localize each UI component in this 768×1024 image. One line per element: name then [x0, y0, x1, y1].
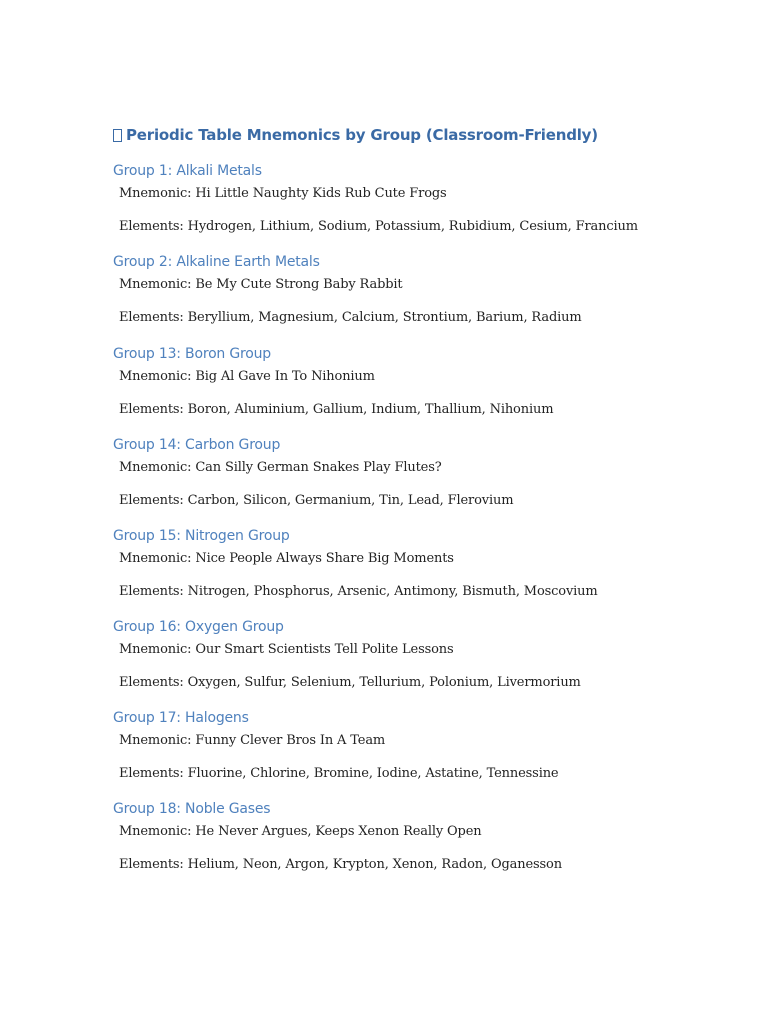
mnemonic-text: Mnemonic: Funny Clever Bros In A Team: [119, 733, 386, 748]
missing-glyph-icon: [113, 129, 122, 142]
elements-text: Elements: Beryllium, Magnesium, Calcium, Strontium, Barium, Radium: [119, 310, 582, 325]
group-15-section: [113, 526, 753, 601]
mnemonic-text: Mnemonic: Our Smart Scientists Tell Polite Lessons: [119, 642, 454, 657]
group-17-section: [113, 708, 753, 783]
group-14-section: [113, 435, 753, 510]
group-18-section: [113, 799, 753, 874]
group-heading: Group 13: Boron Group: [113, 346, 271, 362]
group-heading: Group 2: Alkaline Earth Metals: [113, 254, 320, 270]
group-16-section: [113, 617, 753, 692]
group-heading: Group 15: Nitrogen Group: [113, 528, 290, 544]
elements-text: Elements: Carbon, Silicon, Germanium, Tin, Lead, Flerovium: [119, 493, 514, 508]
elements-text: Elements: Helium, Neon, Argon, Krypton, Xenon, Radon, Oganesson: [119, 857, 562, 872]
group-heading: Group 18: Noble Gases: [113, 801, 271, 817]
group-heading: Group 17: Halogens: [113, 710, 249, 726]
elements-text: Elements: Fluorine, Chlorine, Bromine, Iodine, Astatine, Tennessine: [119, 766, 559, 781]
mnemonic-text: Mnemonic: Be My Cute Strong Baby Rabbit: [119, 277, 403, 292]
group-heading: Group 1: Alkali Metals: [113, 163, 262, 179]
group-1-section: [113, 161, 753, 236]
mnemonic-text: Mnemonic: Hi Little Naughty Kids Rub Cute Frogs: [119, 186, 447, 201]
group-heading: Group 14: Carbon Group: [113, 437, 281, 453]
elements-text: Elements: Hydrogen, Lithium, Sodium, Potassium, Rubidium, Cesium, Francium: [119, 219, 638, 234]
group-2-section: [113, 252, 753, 327]
elements-text: Elements: Boron, Aluminium, Gallium, Indium, Thallium, Nihonium: [119, 402, 554, 417]
mnemonic-text: Mnemonic: Can Silly German Snakes Play Flutes?: [119, 460, 442, 475]
elements-text: Elements: Nitrogen, Phosphorus, Arsenic, Antimony, Bismuth, Moscovium: [119, 584, 598, 599]
document-title: [113, 124, 598, 146]
mnemonic-text: Mnemonic: Nice People Always Share Big Moments: [119, 551, 454, 566]
mnemonic-text: Mnemonic: He Never Argues, Keeps Xenon Really Open: [119, 824, 482, 839]
elements-text: Elements: Oxygen, Sulfur, Selenium, Tellurium, Polonium, Livermorium: [119, 675, 581, 690]
mnemonic-text: Mnemonic: Big Al Gave In To Nihonium: [119, 369, 375, 384]
document-title-text: Periodic Table Mnemonics by Group (Classroom-Friendly): [126, 126, 598, 144]
group-heading: Group 16: Oxygen Group: [113, 619, 284, 635]
group-13-section: [113, 344, 753, 419]
